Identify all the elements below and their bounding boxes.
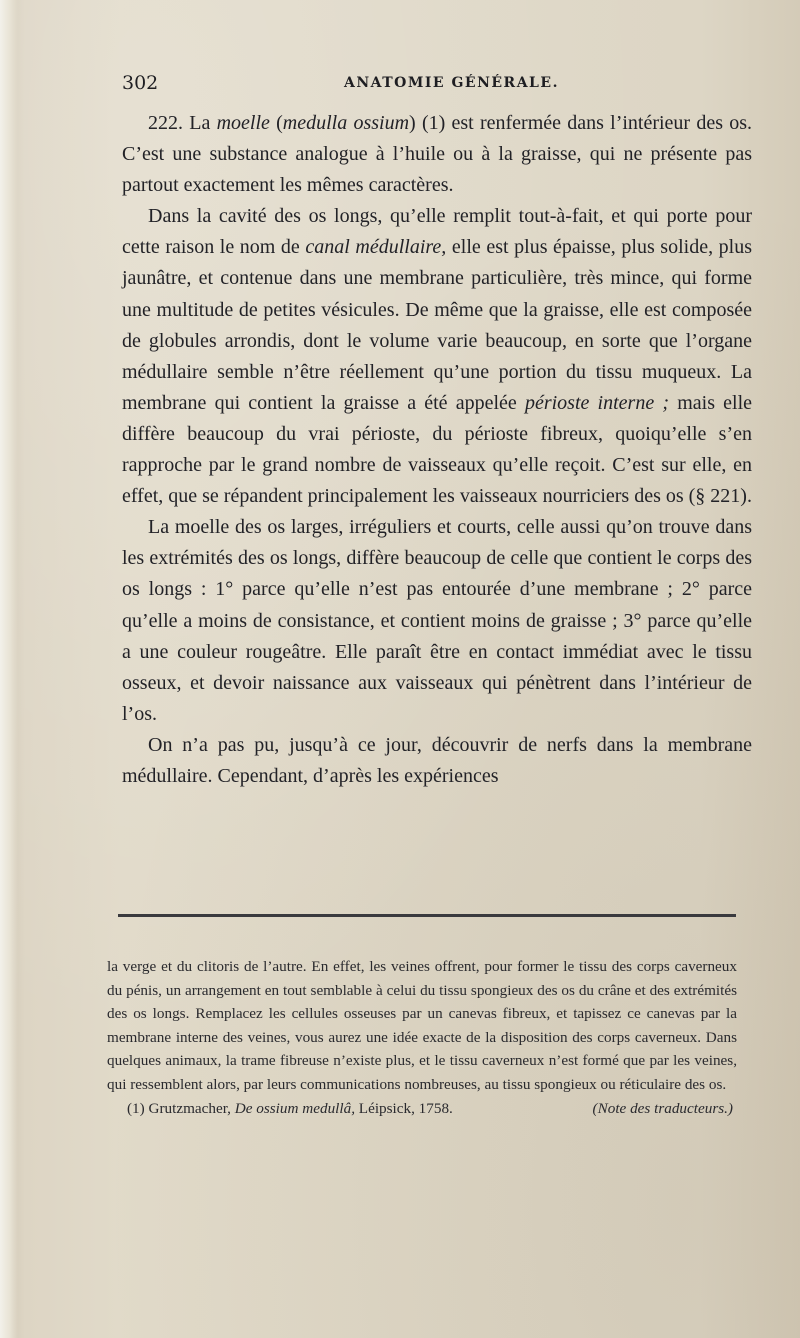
text-segment: mais elle diffère beaucoup du vrai périoste, du périoste fibreux, quoiqu’elle s’en rapproche par le grand nombre de vaisseaux qu’elle reçoit. C’est sur elle, en effet, que se répandent principalement les vaisseaux nourriciers des os (§ 221).	[122, 391, 753, 508]
paragraph-lead: 222. La	[148, 112, 217, 134]
paragraph-flat-bones: La moelle des os larges, irréguliers et courts, celle aussi qu’on trouve dans les extrémités des os longs, diffère beaucoup de celle que contient le corps des os longs : 1° parce qu’elle n’est pas entourée d’une membrane ; 2° parce qu’elle a moins de consistance, et contient moins de graisse ; 3° parce qu’elle a une couleur rougeâtre. Elle paraît être en contact immédiat avec le tissu osseux, et devoir naissance aux vaisseaux qui pénètrent dans l’intérieur de l’os.	[122, 516, 752, 725]
footnote-book-title: De ossium medullâ,	[234, 1099, 355, 1117]
footnote-signature: (Note des traducteurs.)	[592, 1099, 733, 1117]
footnote-text: la verge et du clitoris de l’autre. En effet, les veines offrent, pour former le tissu des corps caverneux du pénis, un arrangement en tout semblable à celui du tissu spongieux des os du crâne et des extrémités des os longs. Remplacez les cellules osseuses par un canevas fibreux, et tapissez ce canevas par la membrane interne des veines, vous aurez une idée exacte de la disposition des corps caverneux. Dans quelques animaux, la trame fibreuse n’existe plus, et le tissu caverneux n’est formé que par les veines, qui ressemblent alors, par leurs communications nombreuses, au tissu spongieux ou réticulaire des os.	[107, 958, 737, 1093]
paragraph-rest: ) (1) est renfermée dans l’intérieur des os. C’est une substance analogue à l’huile ou à la graisse, qui ne présente pas partout exactement les mêmes caractères.	[122, 112, 753, 197]
main-text	[122, 108, 752, 792]
footnote-separator	[118, 914, 736, 917]
footnote-rest: Léipsick, 1758.	[355, 1099, 453, 1117]
term-moelle: moelle	[216, 112, 270, 134]
paragraph-long-bones	[122, 201, 752, 512]
paragraph-222	[122, 108, 752, 201]
page-number: 302	[122, 72, 159, 94]
term-perioste-interne: périoste interne ;	[524, 391, 670, 414]
footnotes	[107, 955, 737, 1120]
paragraph-nerves: On n’a pas pu, jusqu’à ce jour, découvrir de nerfs dans la membrane médullaire. Cependant, d’après les expériences	[122, 733, 752, 787]
term-canal-medullaire: canal médullaire,	[305, 236, 447, 259]
page-edge	[0, 0, 18, 1338]
text-segment: elle est plus épaisse, plus solide, plus jaunâtre, et contenue dans une membrane particulière, très mince, qui forme une multitude de petites vésicules. De même que la graisse, elle est composée de globules arrondis, dont le volume varie beaucoup, en sorte que l’organe médullaire semble n’être réellement qu’une portion du tissu muqueux. La membrane qui contient la graisse a été appelée	[122, 236, 752, 414]
footnote-lead: (1) Grutzmacher,	[127, 1099, 235, 1117]
paren-open: (	[269, 112, 283, 134]
page-header	[122, 72, 752, 100]
term-latin: medulla ossium	[282, 112, 410, 134]
text-segment: Dans la cavité des os longs, qu’elle remplit tout-à-fait, et qui porte pour cette raison le nom de	[122, 205, 752, 259]
running-head: ANATOMIE GÉNÉRALE.	[344, 75, 559, 91]
